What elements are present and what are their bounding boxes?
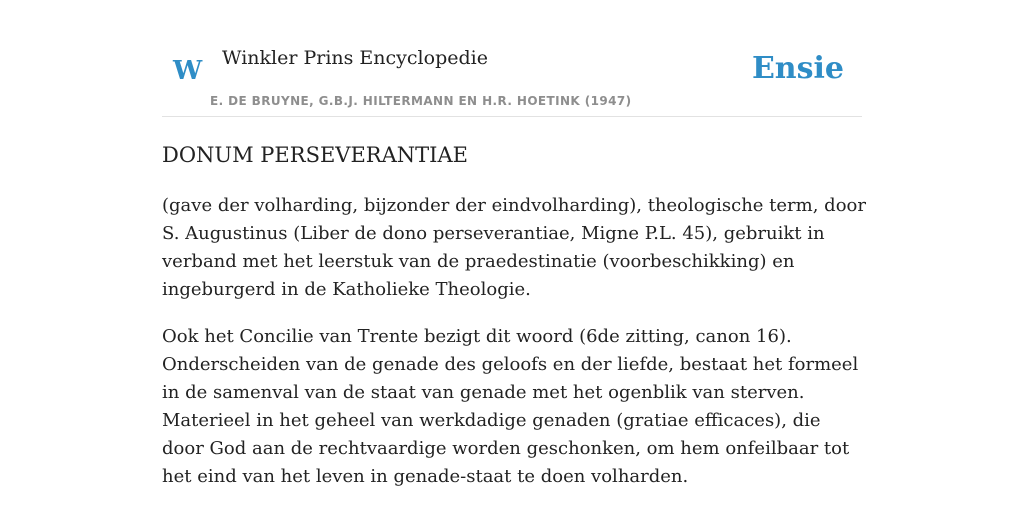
encyclopedia-title[interactable]: Winkler Prins Encyclopedie bbox=[222, 47, 488, 69]
page-title: DONUM PERSEVERANTIAE bbox=[162, 143, 468, 167]
paragraph: (gave der volharding, bijzonder der eindvolharding), theologische term, door S. Augustinus (Liber de dono perseverantiae, Migne P.L. 45), gebruikt in verband met het leerstuk van de praedestinatie (voorbeschikking) en ingeburgerd in de Katholieke Theologie. bbox=[162, 195, 866, 300]
paragraph: Ook het Concilie van Trente bezigt dit woord (6de zitting, canon 16). Onderscheiden van de genade des geloofs en der liefde, bestaat het formeel in de samenval van de staat van genade met het ogenblik van sterven. Materieel in het geheel van werkdadige genaden (gratiae efficaces), die door God aan de rechtvaardige worden geschonken, om hem onfeilbaar tot het eind van het leven in genade-staat te doen volharden. bbox=[162, 326, 859, 487]
entry-card bbox=[162, 0, 866, 487]
entry-body bbox=[162, 192, 866, 510]
header bbox=[162, 0, 862, 117]
winkler-prins-logo-icon[interactable]: W bbox=[173, 56, 203, 86]
ensie-logo[interactable]: Ensie bbox=[751, 51, 844, 86]
authors-byline: E. DE BRUYNE, G.B.J. HILTERMANN EN H.R. HOETINK (1947) bbox=[210, 94, 632, 108]
